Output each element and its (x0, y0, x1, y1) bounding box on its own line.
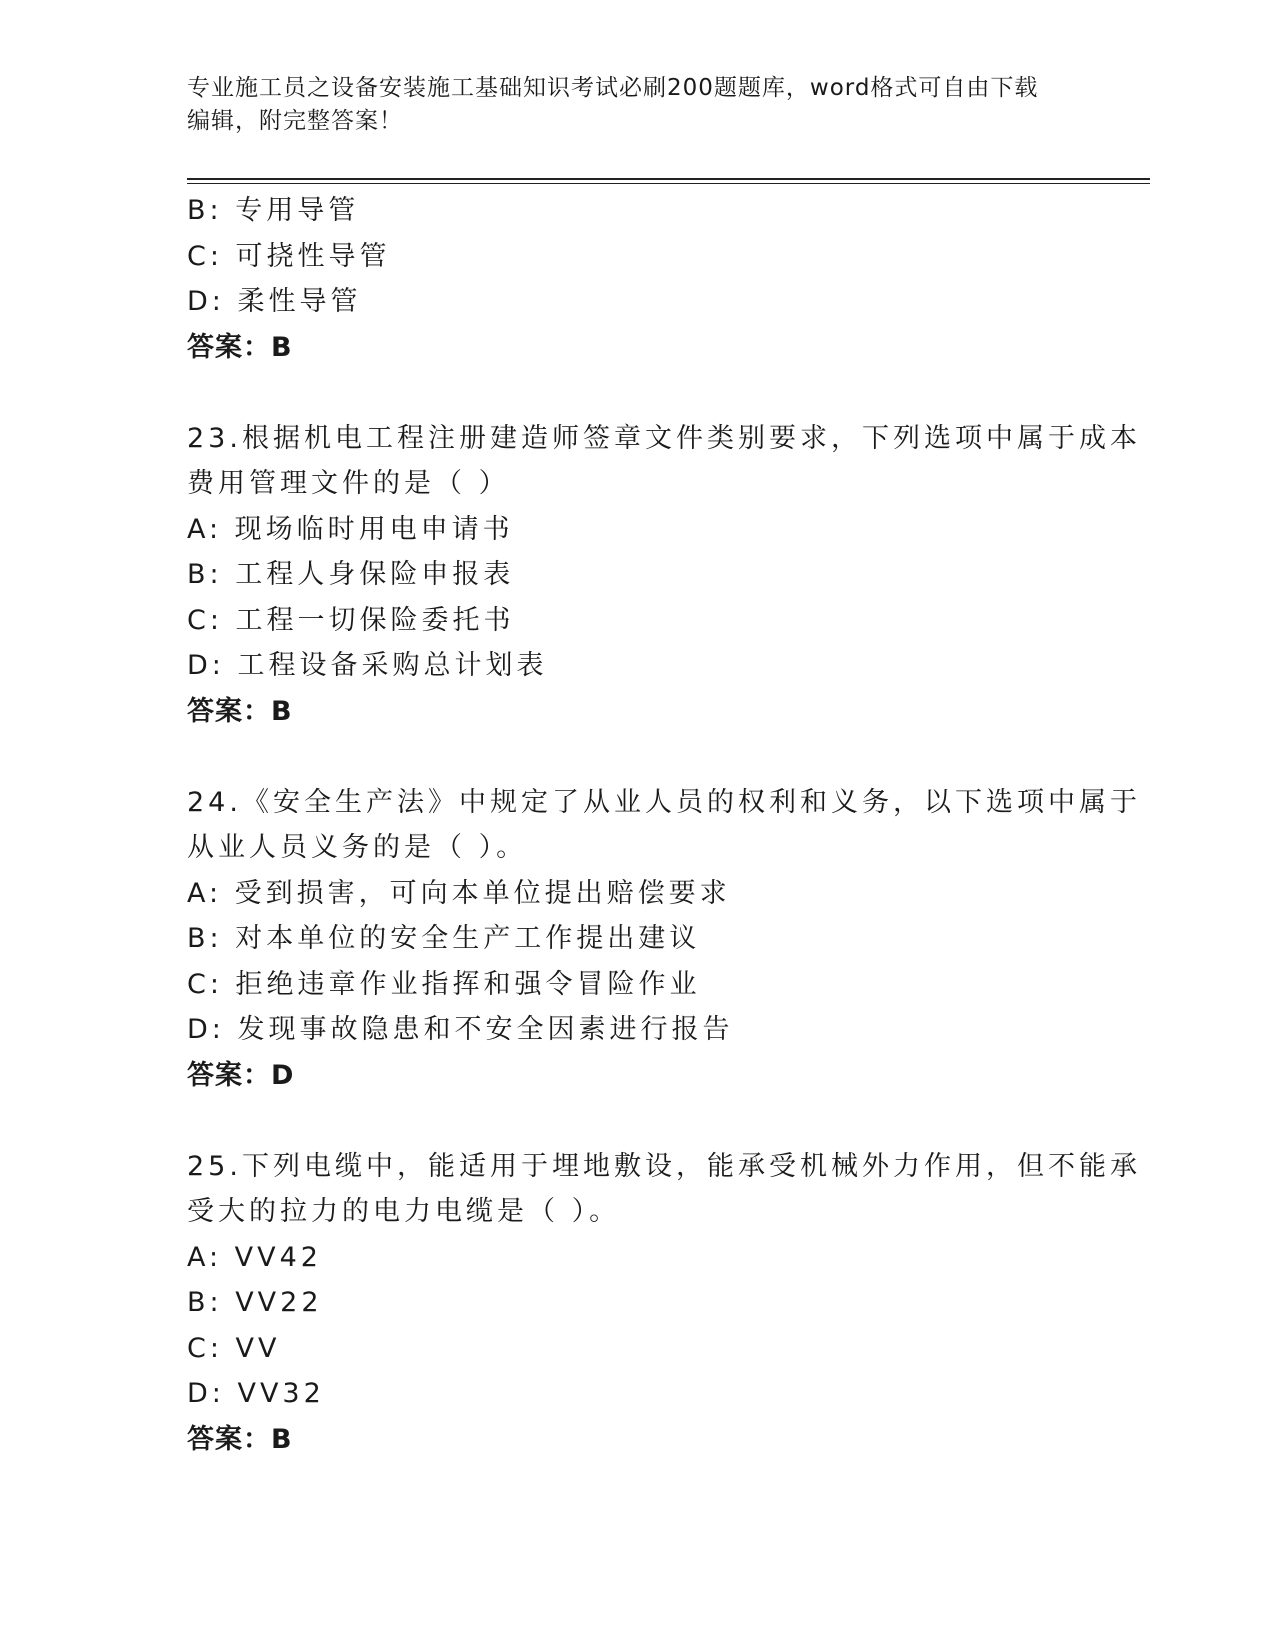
option-b: B: 专用导管 (187, 195, 360, 226)
question-23 (187, 416, 1141, 735)
header-divider-thick (187, 178, 1150, 180)
answer-line: 答案：B (187, 695, 293, 727)
option-a: A: 受到损害，可向本单位提出赔偿要求 (187, 877, 731, 909)
question-stem-line-2: 从业人员义务的是（ ）。 (187, 832, 528, 863)
question-25 (187, 1144, 1141, 1463)
spacer (187, 370, 1087, 416)
option-d: D: 工程设备采购总计划表 (187, 650, 548, 681)
option-c: C: VV (187, 1332, 281, 1364)
option-a: A: 现场临时用电申请书 (187, 513, 514, 545)
question-24 (187, 780, 1141, 1099)
option-d: D: VV32 (187, 1378, 325, 1409)
answer-line: 答案：D (187, 1059, 295, 1091)
document-header (187, 72, 1087, 138)
option-b: B: VV22 (187, 1287, 323, 1318)
spacer (187, 1098, 1087, 1144)
question-stem-line-2: 费用管理文件的是（ ） (187, 468, 510, 499)
option-a: A: VV42 (187, 1241, 322, 1273)
answer-line: 答案：B (187, 1423, 293, 1455)
question-stem-line-1: 23.根据机电工程注册建造师签章文件类别要求，下列选项中属于成本 (187, 422, 1141, 454)
option-c: C: 可挠性导管 (187, 240, 391, 272)
question-stem-line-1: 24.《安全生产法》中规定了从业人员的权利和义务，以下选项中属于 (187, 786, 1141, 818)
question-content (187, 188, 1141, 1462)
header-title-line-2: 编辑，附完整答案！ (187, 108, 403, 134)
option-b: B: 对本单位的安全生产工作提出建议 (187, 923, 701, 954)
option-c: C: 工程一切保险委托书 (187, 604, 515, 636)
question-stem-line-2: 受大的拉力的电力电缆是（ ）。 (187, 1196, 621, 1227)
header-divider-thin (187, 183, 1150, 184)
option-d: D: 柔性导管 (187, 286, 362, 317)
answer-line: 答案：B (187, 331, 293, 363)
spacer (187, 734, 1087, 780)
option-b: B: 工程人身保险申报表 (187, 559, 515, 590)
option-c: C: 拒绝违章作业指挥和强令冒险作业 (187, 968, 701, 1000)
header-title-line-1: 专业施工员之设备安装施工基础知识考试必刷200题题库，word格式可自由下载 (187, 75, 1039, 101)
question-stem-line-1: 25.下列电缆中，能适用于埋地敷设，能承受机械外力作用，但不能承 (187, 1150, 1141, 1182)
question-22-partial (187, 188, 1087, 370)
option-d: D: 发现事故隐患和不安全因素进行报告 (187, 1014, 734, 1045)
